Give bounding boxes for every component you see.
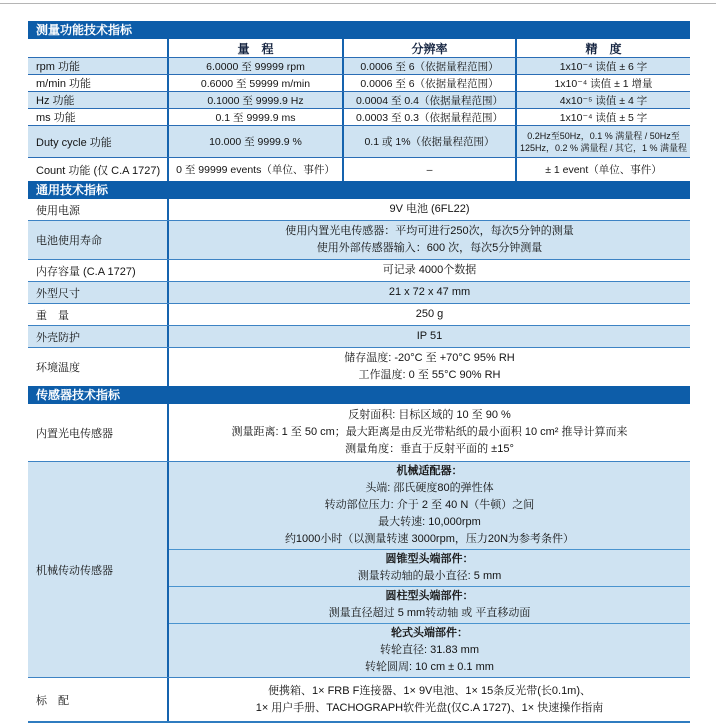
page-top-rule bbox=[0, 3, 716, 4]
row-label: rpm 功能 bbox=[36, 61, 80, 73]
row-label: 内存容量 (C.A 1727) bbox=[36, 265, 136, 278]
value-line: 反射面积: 目标区域的 10 至 90 % bbox=[348, 409, 511, 421]
section-header-measurement: 测量功能技术指标 bbox=[28, 21, 690, 39]
general-table bbox=[28, 199, 690, 386]
spec-sheet bbox=[28, 21, 690, 723]
row-battery-life bbox=[28, 220, 690, 259]
row-dimensions bbox=[28, 281, 690, 303]
row-label: m/min 功能 bbox=[36, 78, 91, 90]
value-line: 约1000小时（以测量转速 3000rpm，压力20N为参考条件） bbox=[284, 533, 575, 545]
spec-block-wheel-tip bbox=[169, 623, 690, 677]
row-value bbox=[167, 221, 690, 259]
resolution-value: 0.0006 至 6（依据量程范围） bbox=[342, 58, 515, 74]
value-line: 最大转速: 10,000rpm bbox=[378, 516, 481, 528]
row-label: 机械传动传感器 bbox=[36, 564, 113, 577]
row-weight bbox=[28, 303, 690, 325]
range-value: 0.1 至 9999.9 ms bbox=[167, 109, 342, 125]
row-label: Hz 功能 bbox=[36, 95, 75, 107]
row-value bbox=[167, 326, 690, 347]
range-value: 6.0000 至 99999 rpm bbox=[167, 58, 342, 74]
row-value bbox=[167, 348, 690, 386]
row-label: Count 功能 (仅 C.A 1727) bbox=[36, 164, 161, 177]
value-line: 21 x 72 x 47 mm bbox=[388, 286, 471, 298]
spec-block-adapter bbox=[169, 462, 690, 549]
value-line: 使用外部传感器输入：600 次，每次5分钟测量 bbox=[316, 242, 543, 254]
accuracy-line: 125Hz，0.2 % 满量程 / 其它，1 % 满量程 bbox=[519, 142, 688, 153]
table-row-duty-cycle bbox=[28, 125, 690, 157]
table-header-row bbox=[28, 39, 690, 57]
row-mechanical-sensor bbox=[28, 461, 690, 677]
value-line: 可记录 4000个数据 bbox=[382, 264, 477, 276]
range-value: 0 至 99999 events（单位、事件） bbox=[167, 158, 342, 181]
block-heading: 轮式头端部件： bbox=[391, 627, 468, 639]
row-label: 电池使用寿命 bbox=[36, 235, 102, 247]
header-accuracy: 精 度 bbox=[515, 39, 690, 57]
row-label: 重 量 bbox=[36, 309, 69, 322]
resolution-value: 0.0006 至 6（依据量程范围） bbox=[342, 75, 515, 91]
value-line: 使用内置光电传感器：平均可进行250次，每次5分钟的测量 bbox=[285, 225, 574, 237]
value-line: 1× 用户手册、TACHOGRAPH软件光盘(仅C.A 1727)、1× 快速操作指南 bbox=[255, 701, 604, 714]
accuracy-value: 4x10⁻⁵ 读值 ± 4 字 bbox=[515, 92, 690, 108]
resolution-value: 0.1 或 1%（依据量程范围） bbox=[342, 126, 515, 157]
table-row-mmin bbox=[28, 74, 690, 91]
row-value bbox=[167, 404, 690, 461]
row-label: 外壳防护 bbox=[36, 331, 80, 344]
resolution-value: – bbox=[342, 158, 515, 181]
resolution-value: 0.0004 至 0.4（依据量程范围） bbox=[342, 92, 515, 108]
row-value bbox=[167, 462, 690, 677]
value-line: 转动部位压力: 介于 2 至 40 N（牛顿）之间 bbox=[324, 499, 535, 511]
value-line: 工作温度: 0 至 55°C 90% RH bbox=[358, 369, 501, 381]
value-line: 测量距离: 1 至 50 cm；最大距离是由反光带粘纸的最小面积 10 cm² 推导计算而来 bbox=[231, 426, 628, 438]
spec-block-cone-tip bbox=[169, 549, 690, 586]
row-case-protection bbox=[28, 325, 690, 347]
row-label: ms 功能 bbox=[36, 112, 76, 124]
value-line: 头端: 邵氏硬度80的弹性体 bbox=[365, 482, 494, 494]
table-row-ms bbox=[28, 108, 690, 125]
header-resolution: 分辨率 bbox=[342, 39, 515, 57]
accuracy-line: 0.2Hz至50Hz，0.1 % 满量程 / 50Hz至 bbox=[527, 130, 680, 141]
row-label: Duty cycle 功能 bbox=[36, 136, 112, 149]
row-label: 使用电源 bbox=[36, 204, 80, 217]
row-ambient-temperature bbox=[28, 347, 690, 386]
header-range: 量 程 bbox=[167, 39, 342, 57]
value-line: 9V 电池 (6FL22) bbox=[389, 203, 470, 215]
section-header-general: 通用技术指标 bbox=[28, 181, 690, 199]
row-standard-accessories bbox=[28, 677, 690, 721]
measurement-table bbox=[28, 39, 690, 181]
range-value: 0.6000 至 59999 m/min bbox=[167, 75, 342, 91]
block-heading: 圆柱型头端部件： bbox=[385, 590, 474, 602]
block-heading: 机械适配器： bbox=[396, 465, 463, 477]
accuracy-value bbox=[515, 126, 690, 157]
row-label: 内置光电传感器 bbox=[36, 427, 113, 440]
row-value bbox=[167, 678, 690, 721]
table-row-count bbox=[28, 157, 690, 181]
row-label: 环境温度 bbox=[36, 362, 80, 374]
value-line: 250 g bbox=[415, 308, 444, 320]
spec-block bbox=[173, 406, 686, 459]
value-line: 转轮直径: 31.83 mm bbox=[379, 644, 480, 656]
row-value bbox=[167, 260, 690, 281]
row-label: 标 配 bbox=[36, 694, 69, 707]
value-line: 测量直径超过 5 mm转动轴 或 平直移动面 bbox=[328, 607, 531, 619]
row-memory bbox=[28, 259, 690, 281]
value-line: 转轮圆周: 10 cm ± 0.1 mm bbox=[365, 661, 494, 673]
accuracy-value: 1x10⁻⁴ 读值 ± 6 字 bbox=[515, 58, 690, 74]
resolution-value: 0.0003 至 0.3（依据量程范围） bbox=[342, 109, 515, 125]
section-header-sensor: 传感器技术指标 bbox=[28, 386, 690, 404]
value-line: 便携箱、1× FRB F连接器、1× 9V电池、1× 15条反光带(长0.1m)、 bbox=[267, 684, 592, 697]
accuracy-value: 1x10⁻⁴ 读值 ± 5 字 bbox=[515, 109, 690, 125]
value-line: 测量转动轴的最小直径: 5 mm bbox=[357, 570, 502, 582]
table-row-hz bbox=[28, 91, 690, 108]
row-label: 外型尺寸 bbox=[36, 287, 80, 300]
row-value bbox=[167, 282, 690, 303]
table-row-rpm bbox=[28, 57, 690, 74]
header-blank-cell bbox=[28, 39, 167, 57]
block-heading: 圆锥型头端部件： bbox=[385, 553, 474, 565]
value-line: IP 51 bbox=[416, 330, 443, 342]
row-value bbox=[167, 199, 690, 220]
value-line: 储存温度: -20°C 至 +70°C 95% RH bbox=[344, 352, 515, 364]
row-value bbox=[167, 304, 690, 325]
spec-block-cylinder-tip bbox=[169, 586, 690, 623]
row-optical-sensor bbox=[28, 404, 690, 461]
row-power bbox=[28, 199, 690, 220]
accuracy-value: 1x10⁻⁴ 读值 ± 1 增量 bbox=[515, 75, 690, 91]
range-value: 10.000 至 9999.9 % bbox=[167, 126, 342, 157]
sensor-table bbox=[28, 404, 690, 721]
value-line: 测量角度：垂直于反射平面的 ±15° bbox=[345, 443, 514, 455]
accuracy-value: ± 1 event（单位、事件） bbox=[515, 158, 690, 181]
range-value: 0.1000 至 9999.9 Hz bbox=[167, 92, 342, 108]
